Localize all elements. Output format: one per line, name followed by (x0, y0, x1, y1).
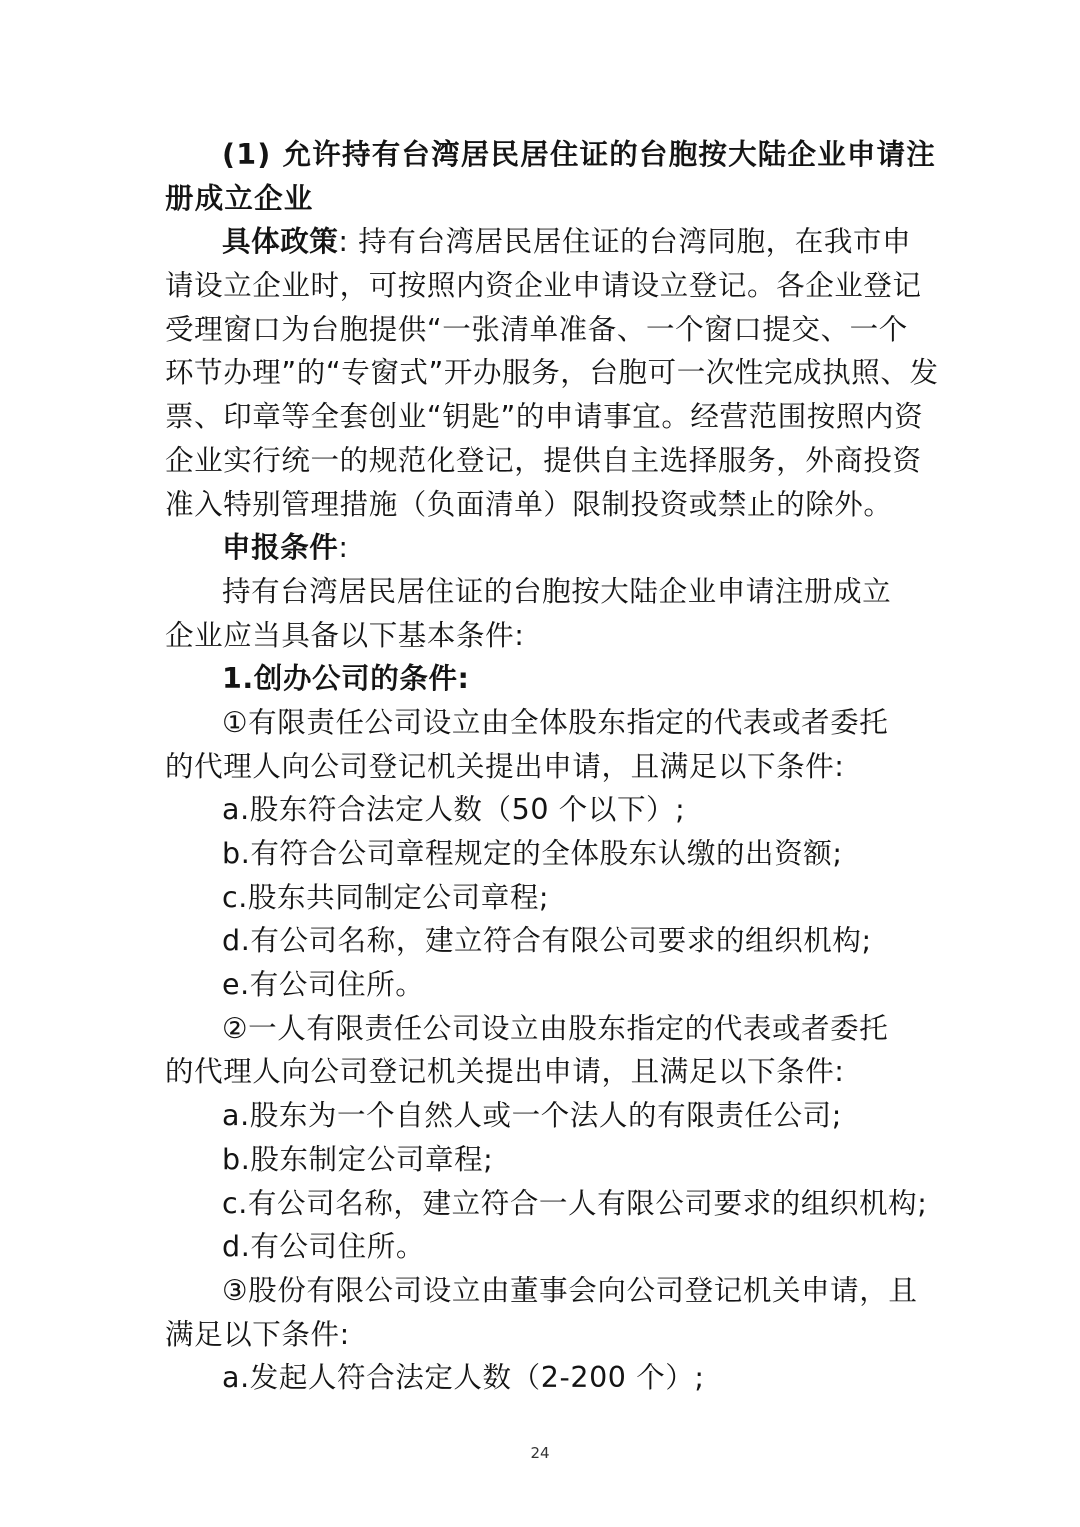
one-person-llc-item-b: b.股东制定公司章程; (222, 1142, 494, 1176)
one-person-llc-item-c: c.有公司名称，建立符合一人有限公司要求的组织机构; (222, 1186, 928, 1220)
one-person-llc-paragraph-line-1: ②一人有限责任公司设立由股东指定的代表或者委托 (222, 1011, 889, 1045)
conditions-label: 申报条件 (222, 531, 339, 565)
policy-paragraph-line-2: 请设立企业时，可按照内资企业申请设立登记。各企业登记 (165, 269, 922, 303)
section-heading-line-1: (1) 允许持有台湾居民居住证的台胞按大陆企业申请注 (222, 138, 937, 171)
one-person-llc-paragraph-line-2: 的代理人向公司登记机关提出申请，且满足以下条件: (165, 1055, 845, 1089)
policy-paragraph-line-5: 票、印章等全套创业“钥匙”的申请事宜。经营范围按照内资 (165, 400, 924, 434)
joint-stock-item-a: a.发起人符合法定人数（2-200 个）; (222, 1361, 705, 1395)
joint-stock-paragraph-line-1: ③股份有限公司设立由董事会向公司登记机关申请，且 (222, 1273, 918, 1307)
policy-paragraph-line-7: 准入特别管理措施（负面清单）限制投资或禁止的除外。 (165, 487, 893, 521)
policy-paragraph-line-4: 环节办理”的“专窗式”开办服务，台胞可一次性完成执照、发 (165, 356, 939, 390)
document-page (165, 133, 939, 1400)
conditions-intro-line-1: 持有台湾居民居住证的台胞按大陆企业申请注册成立 (222, 574, 892, 608)
section-1-title: 1.创办公司的条件: (222, 662, 470, 696)
policy-paragraph-line-6: 企业实行统一的规范化登记，提供自主选择服务，外商投资 (165, 443, 922, 477)
llc-item-b: b.有符合公司章程规定的全体股东认缴的出资额; (222, 837, 843, 870)
conditions-heading (165, 526, 917, 570)
page-number: 24 (530, 1444, 550, 1462)
one-person-llc-item-d: d.有公司住所。 (222, 1230, 425, 1264)
llc-item-c: c.股东共同制定公司章程; (222, 880, 550, 914)
llc-paragraph-line-1: ①有限责任公司设立由全体股东指定的代表或者委托 (222, 705, 889, 739)
llc-item-e: e.有公司住所。 (222, 968, 425, 1002)
policy-paragraph-line-1 (165, 220, 917, 264)
policy-text-line-1: : 持有台湾居民居住证的台湾同胞，在我市申 (338, 225, 912, 259)
section-heading-line-2: 册成立企业 (165, 181, 314, 215)
conditions-label-suffix: : (338, 531, 349, 565)
conditions-intro-line-2: 企业应当具备以下基本条件: (165, 618, 525, 652)
llc-item-d: d.有公司名称，建立符合有限公司要求的组织机构; (222, 924, 872, 958)
joint-stock-paragraph-line-2: 满足以下条件: (165, 1317, 350, 1351)
llc-paragraph-line-2: 的代理人向公司登记机关提出申请，且满足以下条件: (165, 749, 845, 783)
one-person-llc-item-a: a.股东为一个自然人或一个法人的有限责任公司; (222, 1099, 842, 1133)
policy-paragraph-line-3: 受理窗口为台胞提供“一张清单准备、一个窗口提交、一个 (165, 312, 908, 346)
policy-label: 具体政策 (222, 225, 339, 259)
llc-item-a: a.股东符合法定人数（50 个以下）; (222, 793, 686, 827)
